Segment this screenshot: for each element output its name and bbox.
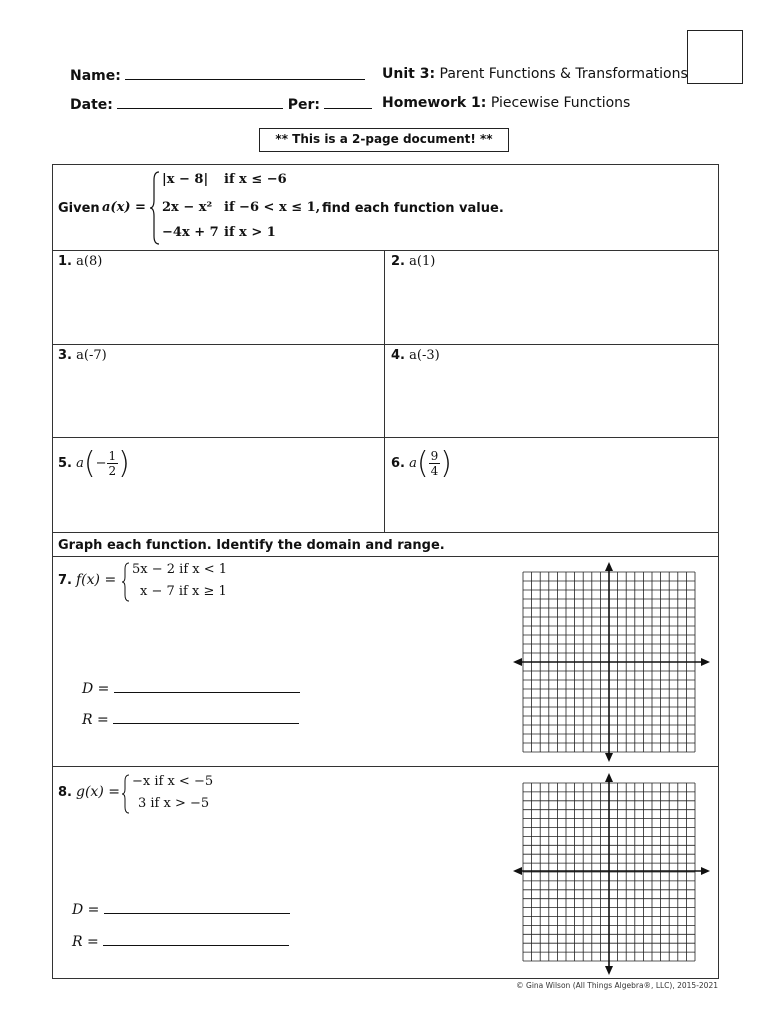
left-paren: ( — [83, 445, 96, 481]
name-label: Name: — [70, 68, 121, 84]
date-field[interactable] — [70, 95, 372, 113]
score-box — [687, 30, 743, 84]
unit-label: Unit 3: — [382, 66, 436, 82]
column-divider — [384, 250, 385, 532]
problem-sign: − — [95, 455, 107, 471]
case-brace — [122, 562, 130, 602]
fraction-numerator: 1 — [108, 448, 117, 463]
per-blank[interactable] — [324, 95, 372, 109]
range-blank[interactable] — [103, 932, 289, 946]
domain-blank[interactable] — [104, 900, 290, 914]
unit-title: Parent Functions & Transformations — [439, 66, 688, 82]
left-paren: ( — [416, 445, 429, 481]
range-label: R = — [72, 934, 99, 950]
right-paren: ) — [118, 445, 130, 481]
domain-label: D = — [82, 681, 110, 697]
homework-heading — [382, 95, 630, 111]
problem-number: 4. — [391, 348, 405, 363]
given-prefix: Given — [58, 201, 100, 216]
given-case2-expr: 2x − x² — [162, 200, 213, 215]
problem-expr: a(1) — [409, 254, 436, 269]
given-case1-cond: if x ≤ −6 — [224, 172, 287, 187]
graph-section-heading: Graph each function. Identify the domain and range. — [58, 538, 445, 553]
domain-label: D = — [72, 902, 100, 918]
problem-2[interactable] — [391, 254, 435, 269]
problem-number: 8. — [58, 785, 72, 800]
unit-heading — [382, 66, 688, 82]
coordinate-grid-7[interactable] — [512, 560, 712, 764]
homework-label: Homework 1: — [382, 95, 487, 111]
problem-1[interactable] — [58, 254, 102, 269]
problem-fraction — [107, 449, 119, 478]
problem-number: 2. — [391, 254, 405, 269]
name-field[interactable] — [70, 66, 365, 84]
per-label: Per: — [287, 97, 321, 113]
given-func: a(x) = — [102, 200, 146, 215]
problem-5[interactable] — [58, 442, 130, 484]
divider — [52, 766, 719, 767]
problem-number: 5. — [58, 455, 72, 471]
case-1: −x if x < −5 — [132, 774, 214, 789]
problem-number: 1. — [58, 254, 72, 269]
problem-expr: a(-7) — [76, 348, 107, 363]
problem-func-name: a — [409, 455, 417, 471]
name-blank[interactable] — [125, 66, 365, 80]
problem-expr: a(8) — [76, 254, 103, 269]
divider — [52, 344, 719, 345]
fraction-denominator: 4 — [430, 463, 439, 478]
problem-4[interactable] — [391, 348, 440, 363]
page-notice: ** This is a 2-page document! ** — [259, 128, 509, 152]
problem-3[interactable] — [58, 348, 107, 363]
divider — [52, 437, 719, 438]
problem-number: 6. — [391, 455, 405, 471]
problem-expr: a(-3) — [409, 348, 440, 363]
given-case3-cond: if x > 1 — [224, 225, 276, 240]
problem-number: 3. — [58, 348, 72, 363]
range-field-8[interactable] — [72, 932, 289, 950]
given-brace — [150, 170, 160, 246]
coordinate-grid-8[interactable] — [512, 771, 712, 977]
date-blank[interactable] — [117, 95, 283, 109]
problem-func: g(x) = — [76, 784, 120, 800]
range-label: R = — [82, 712, 109, 728]
problem-fraction — [429, 449, 441, 478]
divider — [52, 250, 719, 251]
given-function — [58, 170, 713, 246]
fraction-denominator: 2 — [108, 463, 117, 478]
given-case2-cond: if −6 < x ≤ 1, — [224, 200, 321, 215]
problem-7 — [58, 560, 308, 604]
range-field-7[interactable] — [82, 710, 299, 728]
case-1: 5x − 2 if x < 1 — [132, 562, 228, 577]
divider — [52, 556, 719, 557]
domain-blank[interactable] — [114, 679, 300, 693]
problem-func-name: a — [76, 455, 84, 471]
right-paren: ) — [440, 445, 452, 481]
problem-6[interactable] — [391, 442, 452, 484]
domain-field-8[interactable] — [72, 900, 290, 918]
problem-func: f(x) = — [76, 572, 117, 588]
divider — [52, 532, 719, 533]
given-case3-expr: −4x + 7 — [162, 225, 219, 240]
case-2: x − 7 if x ≥ 1 — [140, 584, 227, 599]
problem-8 — [58, 772, 308, 816]
given-instruction: find each function value. — [322, 201, 504, 216]
problem-number: 7. — [58, 573, 72, 588]
date-label: Date: — [70, 97, 113, 113]
domain-field-7[interactable] — [82, 679, 300, 697]
case-2: 3 if x > −5 — [138, 796, 210, 811]
copyright-footer: © Gina Wilson (All Things Algebra®, LLC), 2015-2021 — [516, 981, 718, 990]
homework-title: Piecewise Functions — [490, 95, 631, 111]
given-case1-expr: |x − 8| — [162, 172, 209, 187]
fraction-numerator: 9 — [430, 448, 439, 463]
case-brace — [122, 774, 130, 814]
range-blank[interactable] — [113, 710, 299, 724]
